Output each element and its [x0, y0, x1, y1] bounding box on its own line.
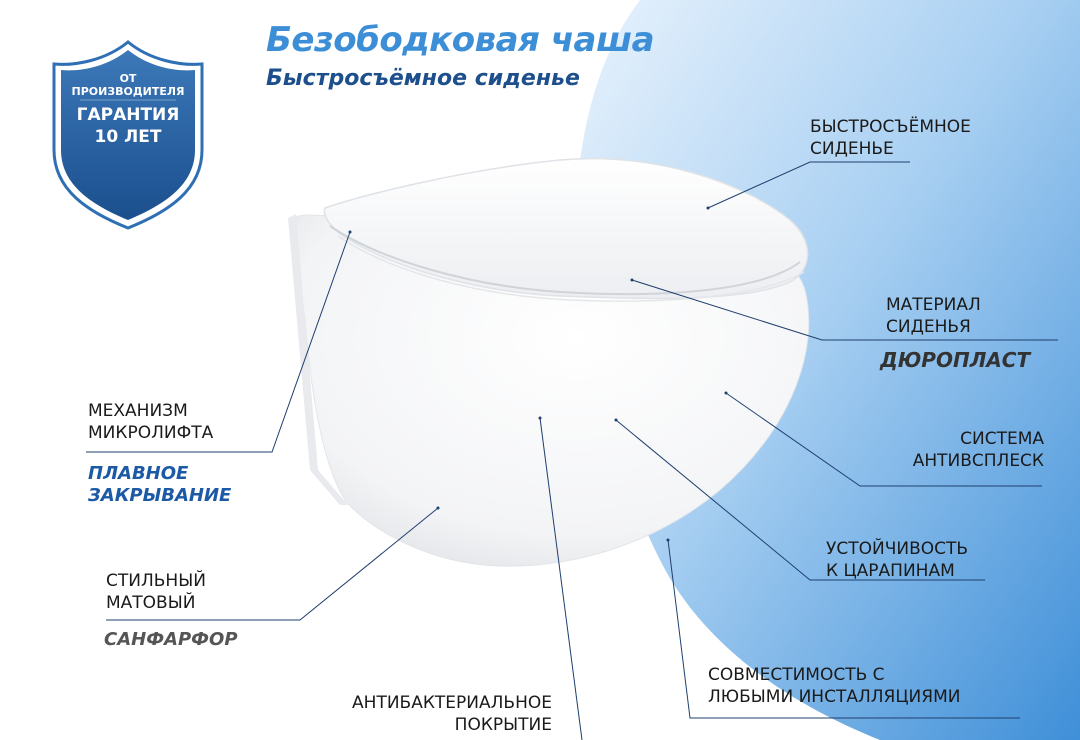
feature-compat-line-1: СОВМЕСТИМОСТЬ С — [708, 665, 885, 685]
feature-seat-line-1: БЫСТРОСЪЁМНОЕ — [810, 117, 971, 137]
feature-scratch-line-2: К ЦАРАПИНАМ — [826, 561, 955, 581]
badge-line-1: ОТ — [119, 72, 137, 85]
badge-line-3: ГАРАНТИЯ — [76, 105, 180, 125]
badge-line-2: ПРОИЗВОДИТЕЛЯ — [71, 85, 185, 98]
feature-scratch-line-1: УСТОЙЧИВОСТЬ — [826, 539, 969, 559]
badge-line-4: 10 ЛЕТ — [94, 127, 162, 147]
feature-seat-line-2: СИДЕНЬЕ — [810, 139, 894, 159]
feature-material-value: ДЮРОПЛАСТ — [880, 348, 1031, 372]
feature-material-line-1: МАТЕРИАЛ — [886, 295, 981, 315]
feature-antibac-line-2: ПОКРЫТИЕ — [454, 715, 552, 735]
page-title: Безободковая чаша — [266, 20, 655, 60]
feature-antisplash-line-1: СИСТЕМА — [960, 429, 1044, 449]
feature-antisplash-line-2: АНТИВСПЛЕСК — [912, 451, 1044, 471]
feature-material-line-2: СИДЕНЬЯ — [886, 317, 971, 337]
feature-microlift-line-1: МЕХАНИЗМ — [88, 401, 188, 421]
feature-microlift-value-2: ЗАКРЫВАНИЕ — [88, 485, 232, 506]
feature-microlift-line-2: МИКРОЛИФТА — [88, 423, 214, 443]
feature-antibac-line-1: АНТИБАКТЕРИАЛЬНОЕ — [352, 693, 552, 713]
feature-microlift-value-1: ПЛАВНОЕ — [88, 463, 189, 484]
feature-porcelain-line-1: СТИЛЬНЫЙ — [106, 571, 206, 591]
feature-compat-line-2: ЛЮБЫМИ ИНСТАЛЛЯЦИЯМИ — [708, 687, 961, 707]
page-subtitle: Быстросъёмное сиденье — [266, 66, 580, 91]
feature-porcelain-line-2: МАТОВЫЙ — [106, 593, 196, 613]
feature-porcelain-value: САНФАРФОР — [104, 629, 238, 650]
